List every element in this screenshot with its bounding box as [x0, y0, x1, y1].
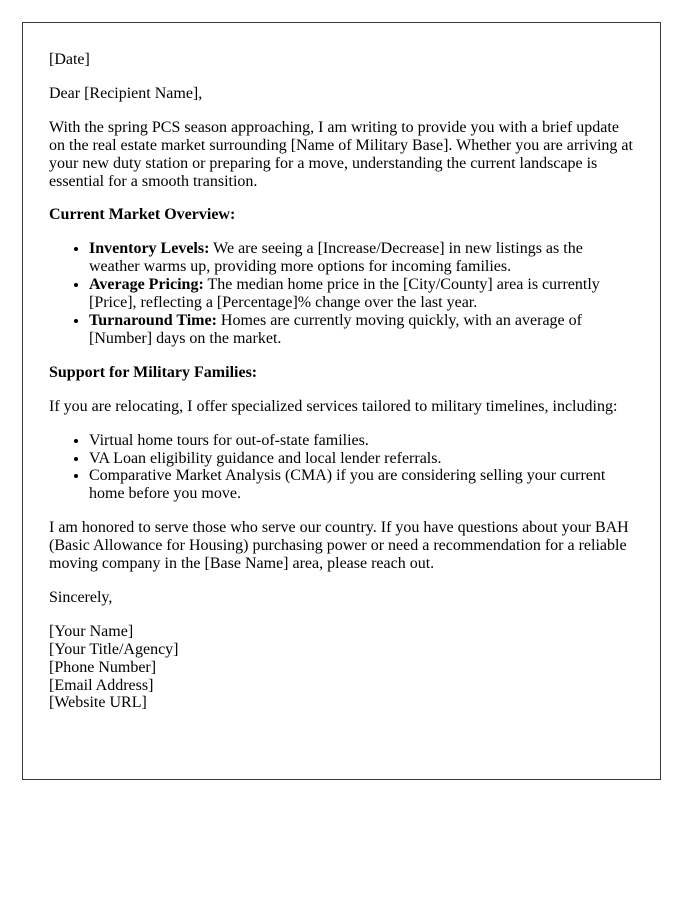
market-bullet-pricing-text: The median home price in the [City/County] area is currently [Price], reflecting a [Percentage]% change over the last year.: [89, 276, 600, 312]
signature-line-name: [Your Name]: [49, 622, 134, 640]
market-bullet-pricing-label: Average Pricing:: [89, 276, 204, 294]
closing-paragraph: I am honored to serve those who serve our country. If you have questions about your BAH (Basic Allowance for Housing) purchasing power or need a recommendation for a reliable moving company in the [Base Name] area, please reach out.: [49, 519, 629, 573]
support-bullet-va-loan: • VA Loan eligibility guidance and local lender referrals.: [89, 450, 634, 468]
market-overview-list: [49, 240, 634, 347]
letter-page: [22, 22, 661, 780]
support-list: [49, 432, 634, 504]
support-bullet-cma: • Comparative Market Analysis (CMA) if you are considering selling your current home before you move.: [89, 467, 634, 503]
signature-block: [49, 623, 634, 713]
market-bullet-pricing: [89, 276, 634, 312]
support-heading: Support for Military Families:: [49, 363, 258, 381]
market-bullet-inventory: [89, 240, 634, 276]
market-bullet-turnaround: [89, 312, 634, 348]
signature-line-website: [Website URL]: [49, 694, 147, 712]
support-intro: If you are relocating, I offer specialized services tailored to military timelines, including:: [49, 397, 618, 415]
salutation: Dear [Recipient Name],: [49, 84, 203, 102]
signature-line-phone: [Phone Number]: [49, 658, 157, 676]
market-overview-heading: Current Market Overview:: [49, 206, 236, 224]
intro-paragraph: With the spring PCS season approaching, I am writing to provide you with a brief update on the real estate market surrounding [Name of Military Base]. Whether you are arriving at your new duty station or preparing for a move, understanding the current landscape is essential for a smooth transition.: [49, 118, 633, 190]
support-bullet-virtual-tours: • Virtual home tours for out-of-state families.: [89, 432, 634, 450]
sign-off: Sincerely,: [49, 588, 113, 606]
market-bullet-inventory-text: We are seeing a [Increase/Decrease] in new listings as the weather warms up, providing more options for incoming families.: [89, 240, 583, 276]
market-bullet-inventory-label: Inventory Levels:: [89, 240, 210, 258]
signature-line-title-agency: [Your Title/Agency]: [49, 640, 179, 658]
market-bullet-turnaround-text: Homes are currently moving quickly, with an average of [Number] days on the market.: [89, 311, 582, 347]
market-bullet-turnaround-label: Turnaround Time:: [89, 311, 217, 329]
signature-line-email: [Email Address]: [49, 676, 154, 694]
date-placeholder: [Date]: [49, 51, 90, 68]
